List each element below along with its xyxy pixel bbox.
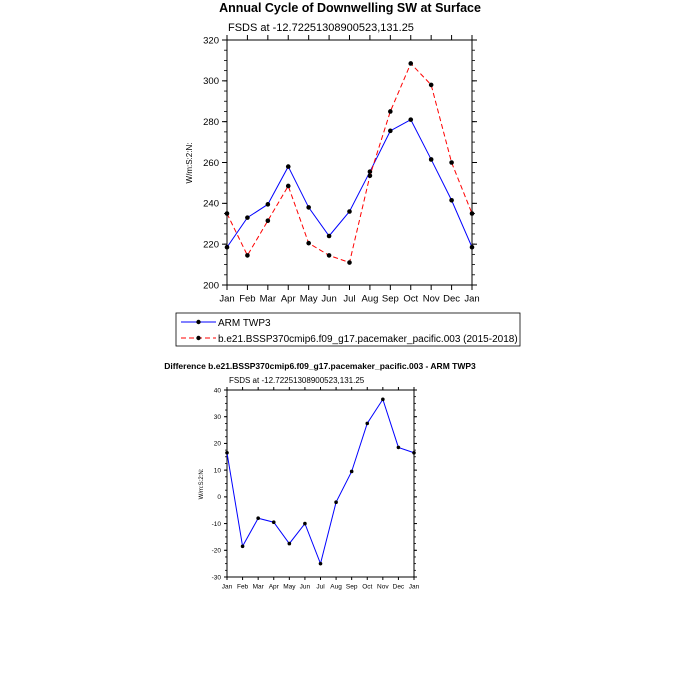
x-tick-label: Mar (252, 583, 264, 591)
y-tick-label: 0 (217, 494, 221, 502)
data-point (245, 215, 250, 220)
chart1-title: Annual Cycle of Downwelling SW at Surface (219, 1, 481, 15)
y-tick-label: -30 (211, 574, 221, 582)
y-tick-label: 10 (213, 467, 221, 475)
data-point (350, 470, 354, 474)
y-tick-label: -20 (211, 547, 221, 555)
series-line-0 (227, 399, 414, 563)
x-tick-label: Apr (280, 293, 296, 305)
data-point (286, 164, 291, 169)
annual-cycle-chart (176, 1, 520, 346)
data-point (381, 398, 385, 402)
x-tick-label: Dec (392, 583, 405, 591)
data-point (319, 562, 323, 566)
chart1-y-axis-label: W/m:S:2:N: (185, 142, 194, 184)
data-point (225, 211, 230, 216)
legend-entry-model (181, 334, 518, 345)
series-line-0 (227, 120, 472, 248)
x-tick-label: Sep (345, 583, 358, 591)
x-tick-label: Jun (299, 583, 311, 591)
data-point (347, 260, 352, 265)
data-point (408, 61, 413, 66)
x-tick-label: Jan (221, 583, 233, 591)
data-point (470, 211, 475, 216)
data-point (288, 542, 292, 546)
data-point (397, 446, 401, 450)
x-tick-label: May (299, 293, 318, 305)
x-tick-label: Jan (464, 293, 480, 305)
x-tick-label: Jul (343, 293, 356, 305)
data-point (388, 129, 393, 134)
legend-label-arm-twp3: ARM TWP3 (218, 318, 271, 329)
x-tick-label: Aug (330, 583, 342, 591)
data-point (429, 157, 434, 162)
difference-chart (164, 361, 476, 591)
x-tick-label: Aug (361, 293, 379, 305)
y-tick-label: 30 (213, 413, 221, 421)
chart2-plot-frame (227, 390, 414, 577)
legend-marker-model (196, 336, 200, 340)
x-tick-label: Jul (316, 583, 325, 591)
data-point (306, 205, 311, 210)
data-point (303, 522, 307, 526)
y-tick-label: 240 (203, 198, 219, 210)
y-tick-label: -10 (211, 520, 221, 528)
data-point (408, 117, 413, 122)
x-tick-label: May (283, 583, 296, 591)
data-point (241, 544, 245, 548)
chart2-subtitle: FSDS at -12.72251308900523,131.25 (229, 376, 365, 385)
y-tick-label: 280 (203, 116, 219, 128)
x-tick-label: Nov (377, 583, 389, 591)
y-tick-label: 300 (203, 76, 219, 88)
chart1-legend (176, 313, 520, 346)
x-tick-label: Dec (443, 293, 461, 305)
y-tick-label: 320 (203, 35, 219, 47)
y-tick-label: 40 (213, 387, 221, 395)
data-point (470, 245, 475, 250)
data-point (412, 451, 416, 455)
x-tick-label: Apr (268, 583, 279, 591)
data-point (347, 209, 352, 214)
legend-marker-arm-twp3 (196, 320, 200, 324)
data-point (256, 516, 260, 520)
chart1-subtitle: FSDS at -12.72251308900523,131.25 (228, 22, 414, 34)
data-point (306, 241, 311, 246)
y-tick-label: 20 (213, 440, 221, 448)
chart2-title: Difference b.e21.BSSP370cmip6.f09_g17.pacemaker_pacific.003 - ARM TWP3 (164, 361, 476, 371)
x-tick-label: Jan (408, 583, 420, 591)
data-point (449, 198, 454, 203)
y-tick-label: 200 (203, 280, 219, 292)
data-point (449, 160, 454, 165)
data-point (327, 234, 332, 239)
data-point (245, 253, 250, 258)
data-point (388, 109, 393, 114)
data-point (368, 173, 373, 178)
x-tick-label: Oct (403, 293, 419, 305)
y-tick-label: 260 (203, 157, 219, 169)
data-point (266, 218, 271, 223)
legend-label-model: b.e21.BSSP370cmip6.f09_g17.pacemaker_pacific.003 (2015-2018) (218, 334, 518, 345)
data-point (334, 500, 338, 504)
chart1-plot-frame (227, 40, 472, 285)
data-point (365, 422, 369, 426)
data-point (272, 520, 276, 524)
data-point (286, 184, 291, 189)
x-tick-label: Nov (422, 293, 440, 305)
x-tick-label: Oct (362, 583, 373, 591)
x-tick-label: Feb (236, 583, 249, 591)
x-tick-label: Mar (259, 293, 277, 305)
data-point (225, 451, 229, 455)
chart2-y-axis-label: W/m:S:2:N: (199, 468, 205, 500)
data-point (429, 83, 434, 88)
data-point (266, 202, 271, 207)
series-line-1 (227, 63, 472, 262)
data-point (327, 253, 332, 258)
y-tick-label: 220 (203, 239, 219, 251)
x-tick-label: Jan (219, 293, 235, 305)
legend-entry-arm-twp3 (181, 318, 271, 329)
x-tick-label: Sep (381, 293, 399, 305)
x-tick-label: Jun (321, 293, 337, 305)
data-point (225, 245, 230, 250)
x-tick-label: Feb (239, 293, 256, 305)
